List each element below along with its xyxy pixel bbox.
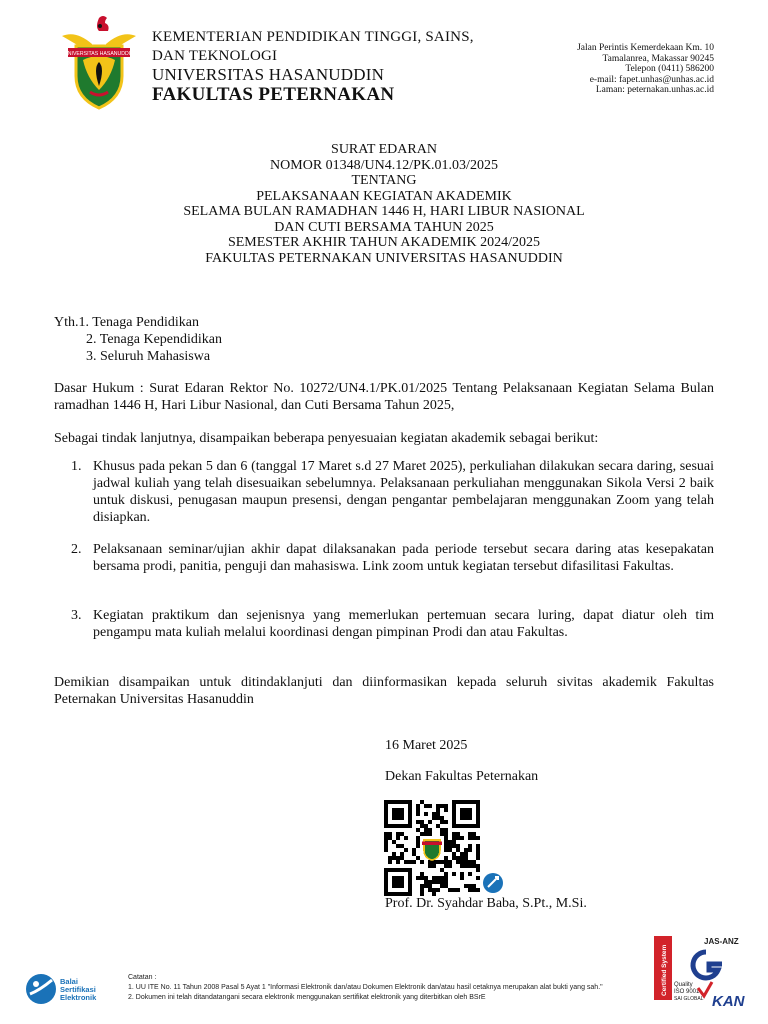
title-line: PELAKSANAAN KEGIATAN AKADEMIK <box>256 188 512 204</box>
title-line: FAKULTAS PETERNAKAN UNIVERSITAS HASANUDDIN <box>205 250 563 266</box>
iso-quality-text: Quality <box>674 982 693 988</box>
list-item <box>54 607 714 641</box>
addressee-block <box>54 314 222 365</box>
closing-paragraph: Demikian disampaikan untuk ditindaklanjuti dan diinformasikan kepada seluruh sivitas akademik Fakultas Peternakan Universitas Hasanuddin <box>54 675 714 707</box>
bsre-label-line: Elektronik <box>60 993 97 1002</box>
addressee-prefix: Yth. <box>54 315 79 330</box>
list-item-text: Kegiatan praktikum dan sejenisnya yang memerlukan pertemuan secara luring, dapat diatur oleh tim pengampu mata kuliah melalui koordinasi dengan pimpinan Prodi dan atau Fakultas. <box>93 608 714 640</box>
document-title <box>0 142 768 266</box>
addressee-item: 3. Seluruh Mahasiswa <box>86 349 211 364</box>
university-name: UNIVERSITAS HASANUDDIN <box>152 65 385 84</box>
list-number: 3. <box>71 608 82 623</box>
list-item-text: Pelaksanaan seminar/ujian akhir dapat dilaksanakan pada periode tersebut secara daring atas kesepakatan bersama prodi, panitia, penguji dan mahasiswa. Link zoom untuk kegiatan tersebut difasilitasi Fakultas. <box>93 542 714 574</box>
contact-email: e-mail: fapet.unhas@unhas.ac.id <box>589 74 714 85</box>
logo-ribbon-text: UNIVERSITAS HASANUDDIN <box>64 51 134 57</box>
qr-code-signature[interactable] <box>384 800 480 896</box>
list-number: 2. <box>71 542 82 557</box>
legal-basis-paragraph: Dasar Hukum : Surat Edaran Rektor No. 10272/UN4.1/PK.01/2025 Tentang Pelaksanaan Kegiatan Selama Bulan ramadhan 1446 H, Hari Libur Nasional, dan Cuti Bersama Tahun 2025, <box>54 381 714 413</box>
certification-badges <box>654 934 754 1020</box>
notes-title: Catatan : <box>128 974 157 981</box>
bsre-label-line: Sertifikasi <box>60 985 96 994</box>
ministry-line-2: DAN TEKNOLOGI <box>152 48 278 64</box>
bsre-label-line: Balai <box>60 977 78 986</box>
addressee-item: 1. Tenaga Pendidikan <box>78 315 199 330</box>
iso-text: ISO 9001 <box>674 989 700 995</box>
contact-block <box>577 43 714 96</box>
contact-address: Jalan Perintis Kemerdekaan Km. 10 <box>577 43 714 53</box>
ministry-line-1: KEMENTERIAN PENDIDIKAN TINGGI, SAINS, <box>152 29 474 45</box>
title-line: DAN CUTI BERSAMA TAHUN 2025 <box>274 219 494 235</box>
verified-check-icon <box>482 872 504 894</box>
note-1: 1. UU ITE No. 11 Tahun 2008 Pasal 5 Ayat 1 "Informasi Elektronik dan/atau Dokumen Elektronik dan/atau hasil cetaknya merupakan alat bukti yang sah." <box>128 984 603 991</box>
title-line: SURAT EDARAN <box>331 142 437 157</box>
title-line: NOMOR 01348/UN4.12/PK.01.03/2025 <box>270 157 498 173</box>
signatory-name: Prof. Dr. Syahdar Baba, S.Pt., M.Si. <box>385 896 587 911</box>
contact-website: Laman: peternakan.unhas.ac.id <box>595 85 714 95</box>
jas-anz-text: JAS-ANZ <box>704 937 739 946</box>
list-item-text: Khusus pada pekan 5 dan 6 (tanggal 17 Maret s.d 27 Maret 2025), perkuliahan dilakukan secara daring, sesuai jadwal kuliah yang telah disesuaikan sebelumnya. Pelaksanaan perkuliahan menggunakan Sikola Versi 2 baik untuk diskusi, penugasan maupun presensi, dengan pengantar pembelajaran menggunakan Zoom yang telah disiapkan. <box>93 459 714 525</box>
note-2: 2. Dokumen ini telah ditandatangani secara elektronik menggunakan sertifikat elektronik yang diterbitkan oleh BSrE <box>128 994 486 1001</box>
contact-city: Tamalanrea, Makassar 90245 <box>602 53 714 64</box>
addressee-item: 2. Tenaga Kependidikan <box>86 332 222 347</box>
title-line: TENTANG <box>351 173 417 188</box>
signature-date: 16 Maret 2025 <box>385 738 468 753</box>
footer-notes <box>128 973 603 1003</box>
contact-phone: Telepon (0411) 586200 <box>625 64 714 74</box>
faculty-name: FAKULTAS PETERNAKAN <box>152 84 395 105</box>
intro-paragraph: Sebagai tindak lanjutnya, disampaikan beberapa penyesuaian kegiatan akademik sebagai berikut: <box>54 431 599 446</box>
numbered-list <box>54 607 714 641</box>
numbered-list <box>54 458 714 526</box>
list-item <box>54 541 714 575</box>
kan-text: KAN <box>712 993 745 1010</box>
title-line: SELAMA BULAN RAMADHAN 1446 H, HARI LIBUR NASIONAL <box>183 204 585 219</box>
cert-badge-text: Certified System <box>661 944 668 996</box>
signature-role: Dekan Fakultas Peternakan <box>385 769 539 784</box>
numbered-list <box>54 541 714 575</box>
title-line: SEMESTER AKHIR TAHUN AKADEMIK 2024/2025 <box>227 235 541 250</box>
bsre-label <box>60 978 96 1002</box>
university-logo <box>56 14 142 112</box>
list-item <box>54 458 714 526</box>
bsre-logo-icon <box>24 972 58 1006</box>
iso-body-text: SAI GLOBAL <box>674 996 704 1002</box>
list-number: 1. <box>71 459 82 474</box>
